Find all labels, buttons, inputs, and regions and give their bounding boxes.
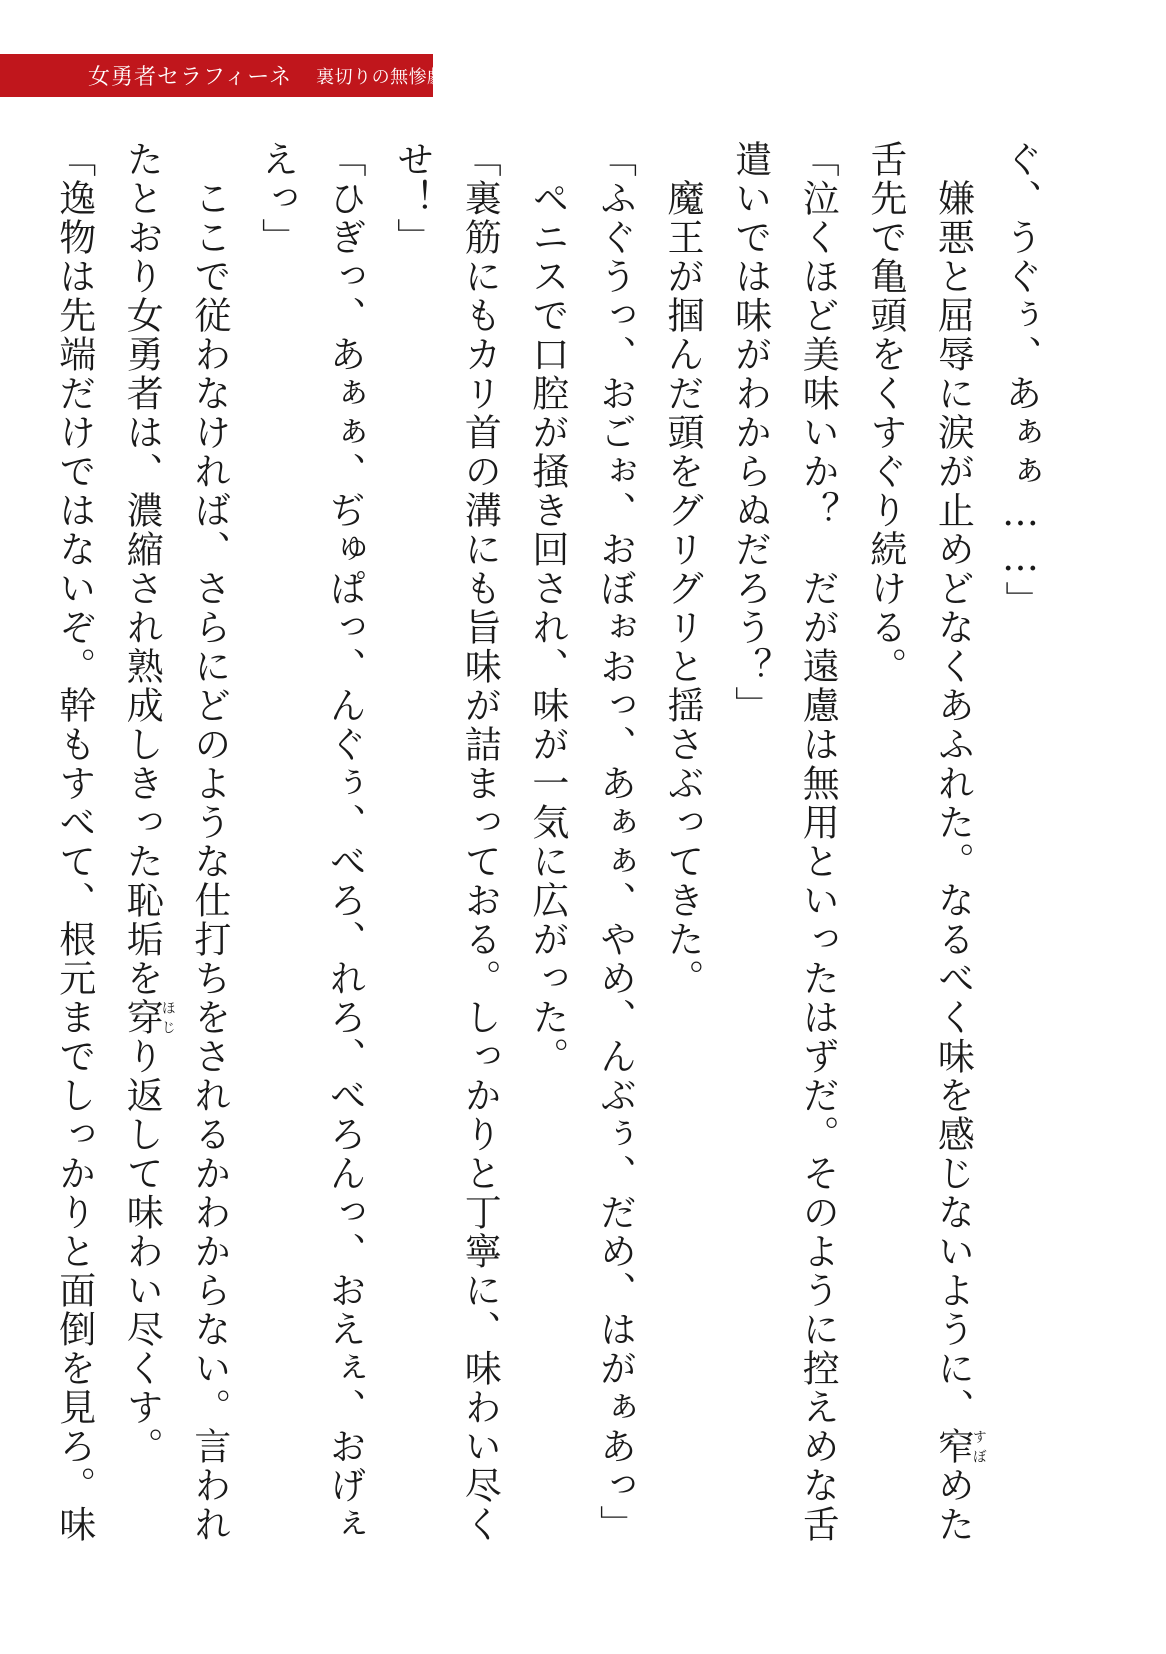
- text-line: 魔王が掴んだ頭をグリグリと揺さぶってきた。: [661, 140, 705, 998]
- text-line: 遣いでは味がわからぬだろう？」: [728, 140, 772, 725]
- text-line: 「泣くほど美味いか？ だが遠慮は無用といったはずだ。そのように控えめな舌: [796, 140, 840, 1544]
- text-line: 「裏筋にもカリ首の溝にも旨味が詰まっておる。しっかりと丁寧に、味わい尽く: [458, 140, 502, 1544]
- text-line: たとおり女勇者は、濃縮され熟成しきった恥垢を穿ほじり返して味わい尽くす。: [120, 140, 176, 1466]
- text-line: 「逸物は先端だけではないぞ。幹もすべて、根元までしっかりと面倒を見ろ。味: [52, 140, 96, 1544]
- furigana: 穿ほじ: [120, 998, 176, 1037]
- text-line: [919, 140, 987, 1580]
- text-line: せ！」: [390, 140, 434, 257]
- chapter-title: 裏切りの無惨劇: [316, 66, 446, 88]
- text-line: ここで従わなければ、さらにどのような仕打ちをされるかわからない。言われ: [187, 140, 231, 1544]
- running-header: [0, 54, 446, 97]
- text-segment: 嫌悪と屈辱に涙が止めどなくあふれた。なるべく味を感じないように、窄すぼめた: [931, 140, 987, 1544]
- body-text: [52, 140, 1054, 1580]
- book-title: 女勇者セラフィーネ: [88, 65, 293, 90]
- furigana: 窄すぼ: [931, 1427, 987, 1466]
- text-line: 舌先で亀頭をくすぐり続ける。: [863, 140, 907, 686]
- text-line: ペニスで口腔が掻き回され、味が一気に広がった。: [525, 140, 569, 1076]
- text-line: ぐ、うぐぅ、あぁぁ……」: [999, 140, 1042, 620]
- text-line: 「ひぎっ、あぁぁ、ぢゅぱっ、んぐぅ、べろ、れろ、べろんっ、おえぇ、おげぇ: [323, 140, 367, 1544]
- text-line: えっ」: [255, 140, 299, 257]
- text-line: 「ふぐうっ、おごぉ、おぼぉおっ、あぁぁ、やめ、んぶぅ、だめ、はがぁあっ」: [593, 140, 637, 1544]
